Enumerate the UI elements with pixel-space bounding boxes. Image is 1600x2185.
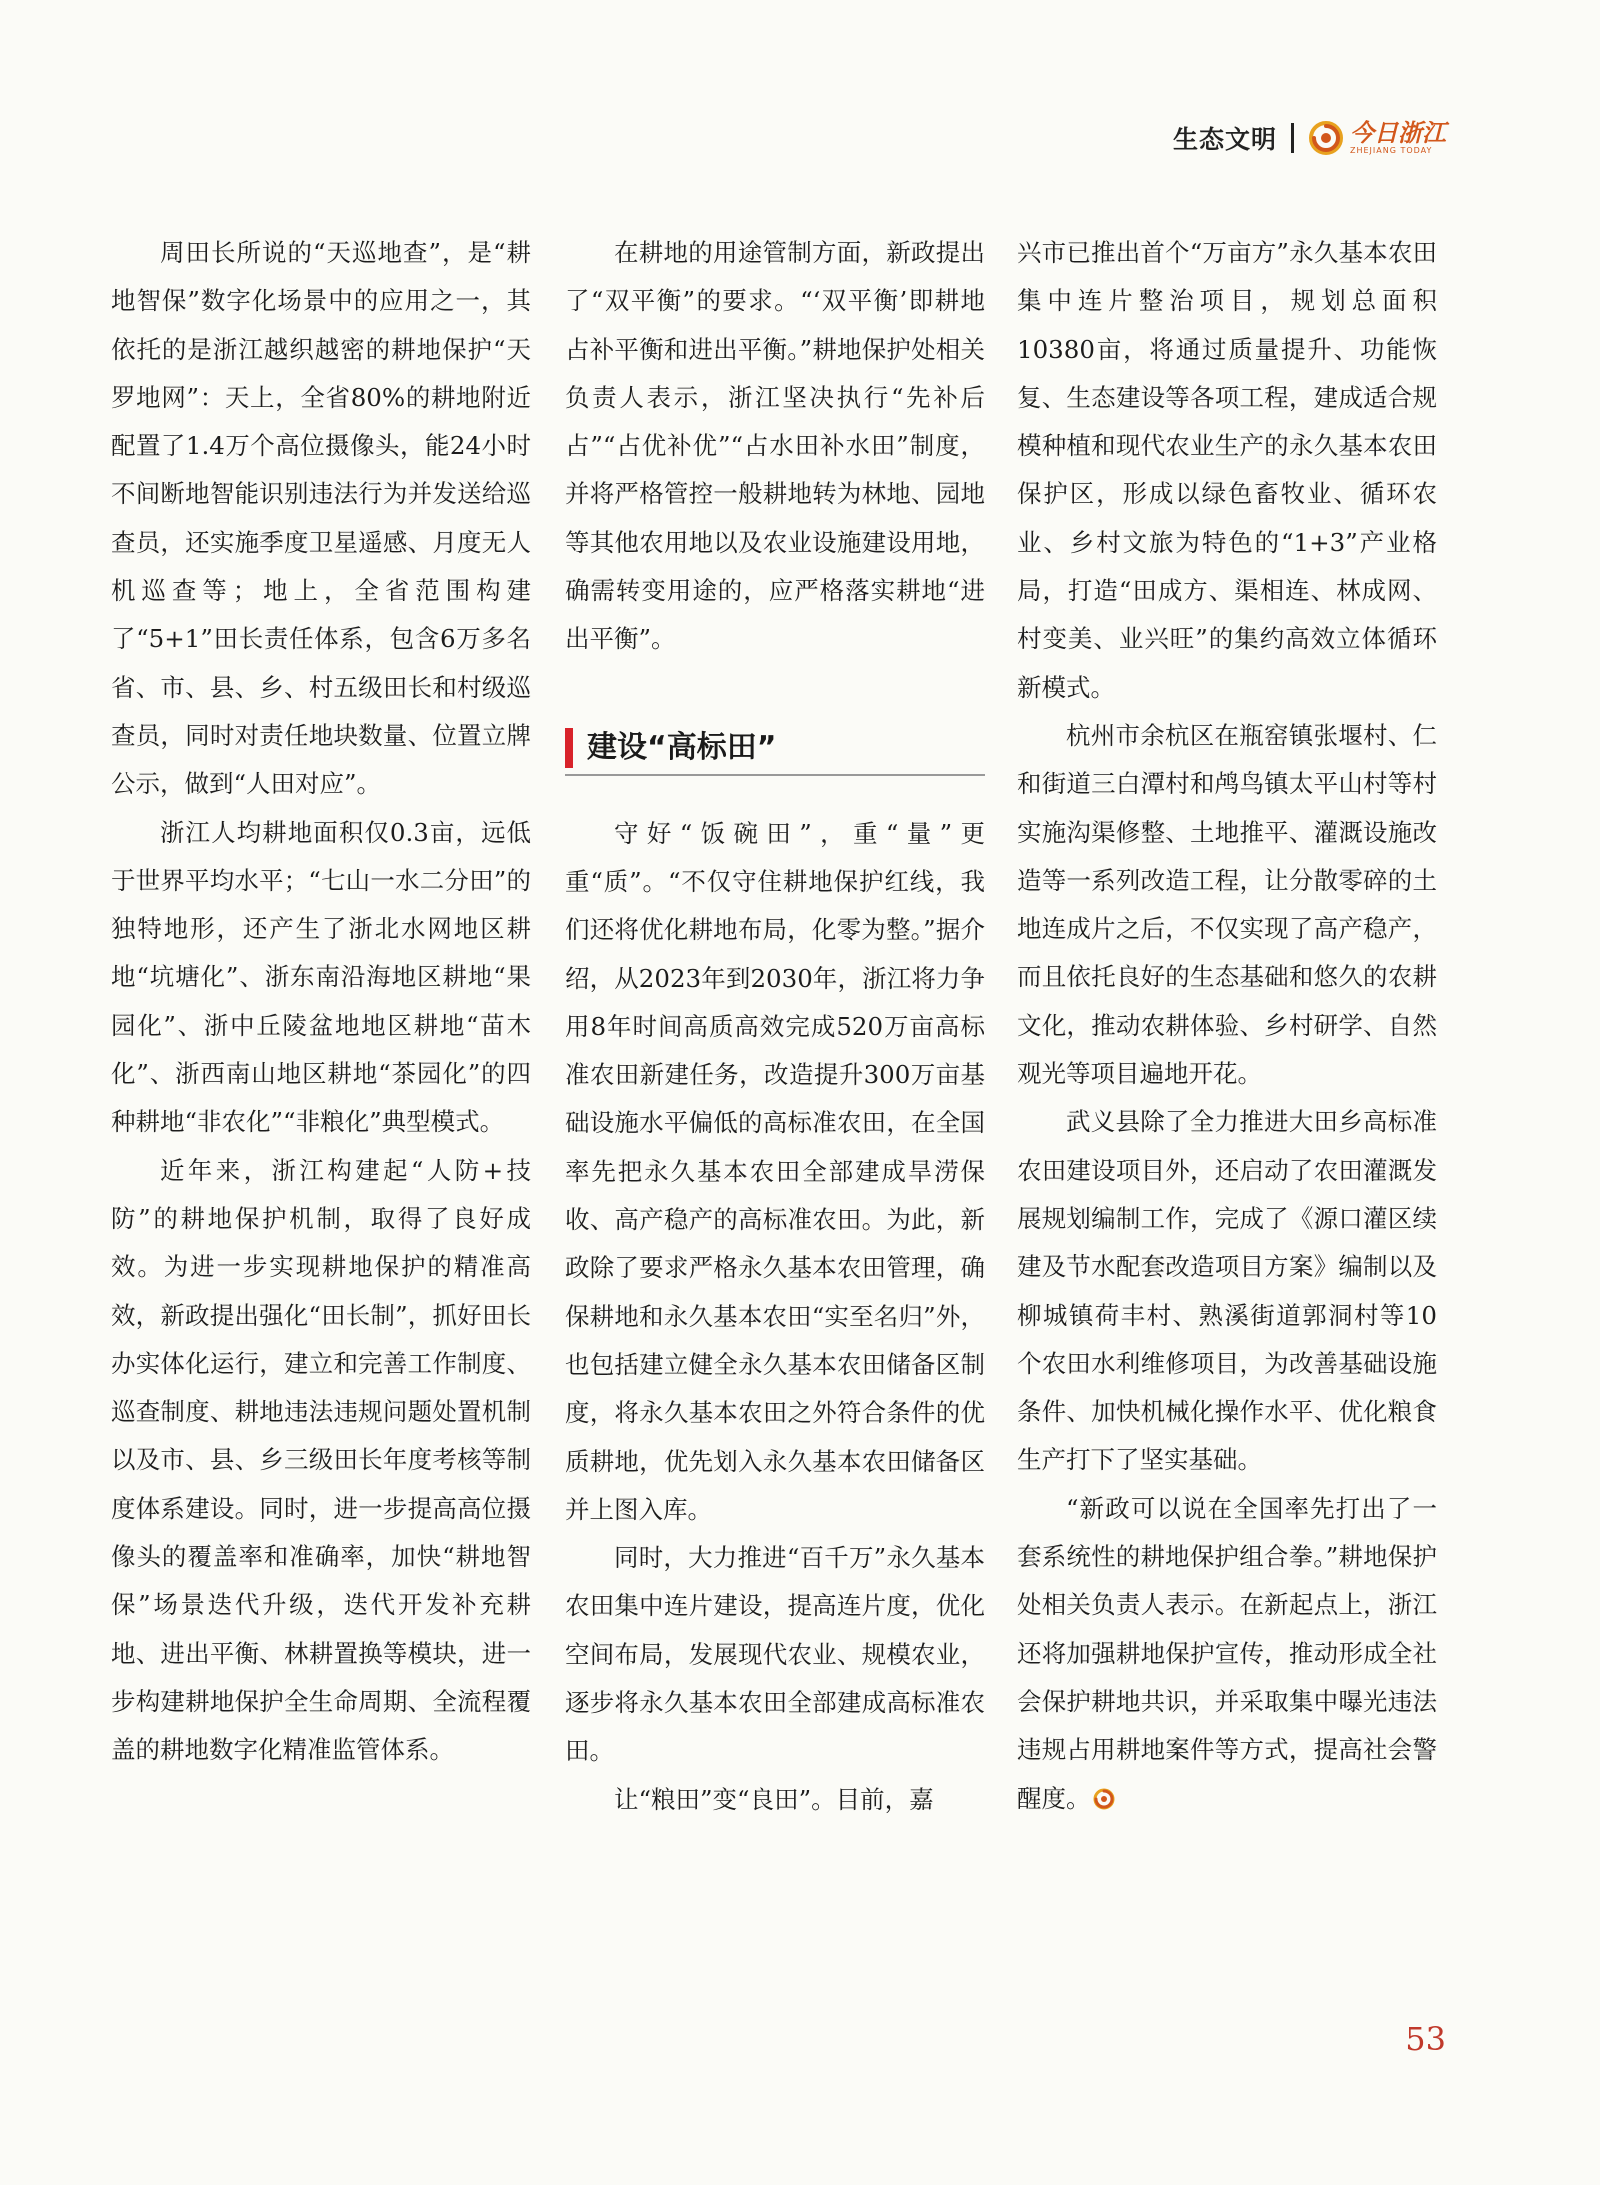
paragraph: 周田长所说的“天巡地查”，是“耕地智保”数字化场景中的应用之一，其依托的是浙江越织越密的耕地保护“天罗地网”：天上，全省80%的耕地附近配置了1.4万个高位摄像头，能24小时不间断地智能识别违法行为并发送给巡查员，还实施季度卫星遥感、月度无人机巡查等；地上，全省范围构建了“5+1”田长责任体系，包含6万多名省、市、县、乡、村五级田长和村级巡查员，同时对责任地块数量、位置立牌公示，做到“人田对应”。: [111, 238, 531, 799]
logo-wordmark: 今日浙江: [1350, 119, 1446, 147]
paragraph-continuation: 兴市已推出首个“万亩方”永久基本农田集中连片整治项目，规划总面积10380亩，将通过质量提升、功能恢复、生态建设等各项工程，建成适合规模种植和现代农业生产的永久基本农田保护区，形成以绿色畜牧业、循环农业、乡村文旅为特色的“1+3”产业格局，打造“田成方、渠相连、林成网、村变美、业兴旺”的集约高效立体循环新模式。: [1017, 238, 1437, 702]
paragraph-last: [1017, 1485, 1437, 1823]
paragraph: 在耕地的用途管制方面，新政提出了“双平衡”的要求。“‘双平衡’即耕地占补平衡和进出平衡。”耕地保护处相关负责人表示，浙江坚决执行“先补后占”“占优补优”“占水田补水田”制度，并将严格管控一般耕地转为林地、园地等其他农用地以及农业设施建设用地，确需转变用途的，应严格落实耕地“进出平衡”。: [565, 238, 985, 654]
logo-swirl-icon: [1308, 120, 1344, 156]
header-divider: [1291, 123, 1294, 153]
page-number: 53: [1405, 2020, 1446, 2058]
article-column-3: [1017, 229, 1437, 1823]
paragraph: 让“粮田”变“良田”。目前，嘉: [614, 1784, 934, 1814]
subheading-accent-bar: [565, 728, 573, 768]
paragraph: 武义县除了全力推进大田乡高标准农田建设项目外，还启动了农田灌溉发展规划编制工作，完成了《源口灌区续建及节水配套改造项目方案》编制以及柳城镇荷丰村、熟溪街道郭洞村等10个农田水利维修项目，为改善基础设施条件、加快机械化操作水平、优化粮食生产打下了坚实基础。: [1017, 1107, 1437, 1475]
paragraph: 近年来，浙江构建起“人防+技防”的耕地保护机制，取得了良好成效。为进一步实现耕地保护的精准高效，新政提出强化“田长制”，抓好田长办实体化运行，建立和完善工作制度、巡查制度、耕地违法违规问题处置机制以及市、县、乡三级田长年度考核等制度体系建设。同时，进一步提高高位摄像头的覆盖率和准确率，加快“耕地智保”场景迭代升级，迭代开发补充耕地、进出平衡、林耕置换等模块，进一步构建耕地保护全生命周期、全流程覆盖的耕地数字化精准监管体系。: [111, 1155, 531, 1765]
section-subheading: [565, 726, 985, 776]
page-header: [1173, 120, 1446, 156]
paragraph: 守好“饭碗田”，重“量”更重“质”。“不仅守住耕地保护红线，我们还将优化耕地布局，化零为整。”据介绍，从2023年到2030年，浙江将力争用8年时间高质高效完成520万亩高标准农田新建任务，改造提升300万亩基础设施水平偏低的高标准农田，在全国率先把永久基本农田全部建成旱涝保收、高产稳产的高标准农田。为此，新政除了要求严格永久基本农田管理，确保耕地和永久基本农田“实至名归”外，也包括建立健全永久基本农田储备区制度，将永久基本农田之外符合条件的优质耕地，优先划入永久基本农田储备区并上图入库。: [565, 818, 985, 1524]
paragraph: 杭州市余杭区在瓶窑镇张堰村、仁和街道三白潭村和鸬鸟镇太平山村等村实施沟渠修整、土地推平、灌溉设施改造等一系列改造工程，让分散零碎的土地连成片之后，不仅实现了高产稳产，而且依托良好的生态基础和悠久的农耕文化，推动农耕体验、乡村研学、自然观光等项目遍地开花。: [1017, 720, 1437, 1089]
article-column-1: [111, 229, 531, 1775]
paragraph: 浙江人均耕地面积仅0.3亩，远低于世界平均水平；“七山一水二分田”的独特地形，还产生了浙北水网地区耕地“坑塘化”、浙东南沿海地区耕地“果园化”、浙中丘陵盆地地区耕地“苗木化”、浙西南山地区耕地“茶园化”的四种耕地“非农化”“非粮化”典型模式。: [111, 817, 531, 1137]
magazine-logo: [1308, 120, 1446, 156]
paragraph: 同时，大力推进“百千万”永久基本农田集中连片建设，提高连片度，优化空间布局，发展现代农业、规模农业，逐步将永久基本农田全部建成高标准农田。: [565, 1543, 985, 1766]
paragraph-text: “新政可以说在全国率先打出了一套系统性的耕地保护组合拳。”耕地保护处相关负责人表示。在新起点上，浙江还将加强耕地保护宣传，推动形成全社会保护耕地共识，并采取集中曝光违法违规占用耕地案件等方式，提高社会警醒度。: [1017, 1493, 1437, 1813]
article-end-icon: [1093, 1788, 1115, 1810]
section-title: 生态文明: [1172, 125, 1277, 154]
logo-english: ZHEJIANG TODAY: [1350, 146, 1433, 155]
subheading-text: 建设“高标田”: [587, 729, 777, 765]
article-column-2: [565, 229, 985, 1824]
